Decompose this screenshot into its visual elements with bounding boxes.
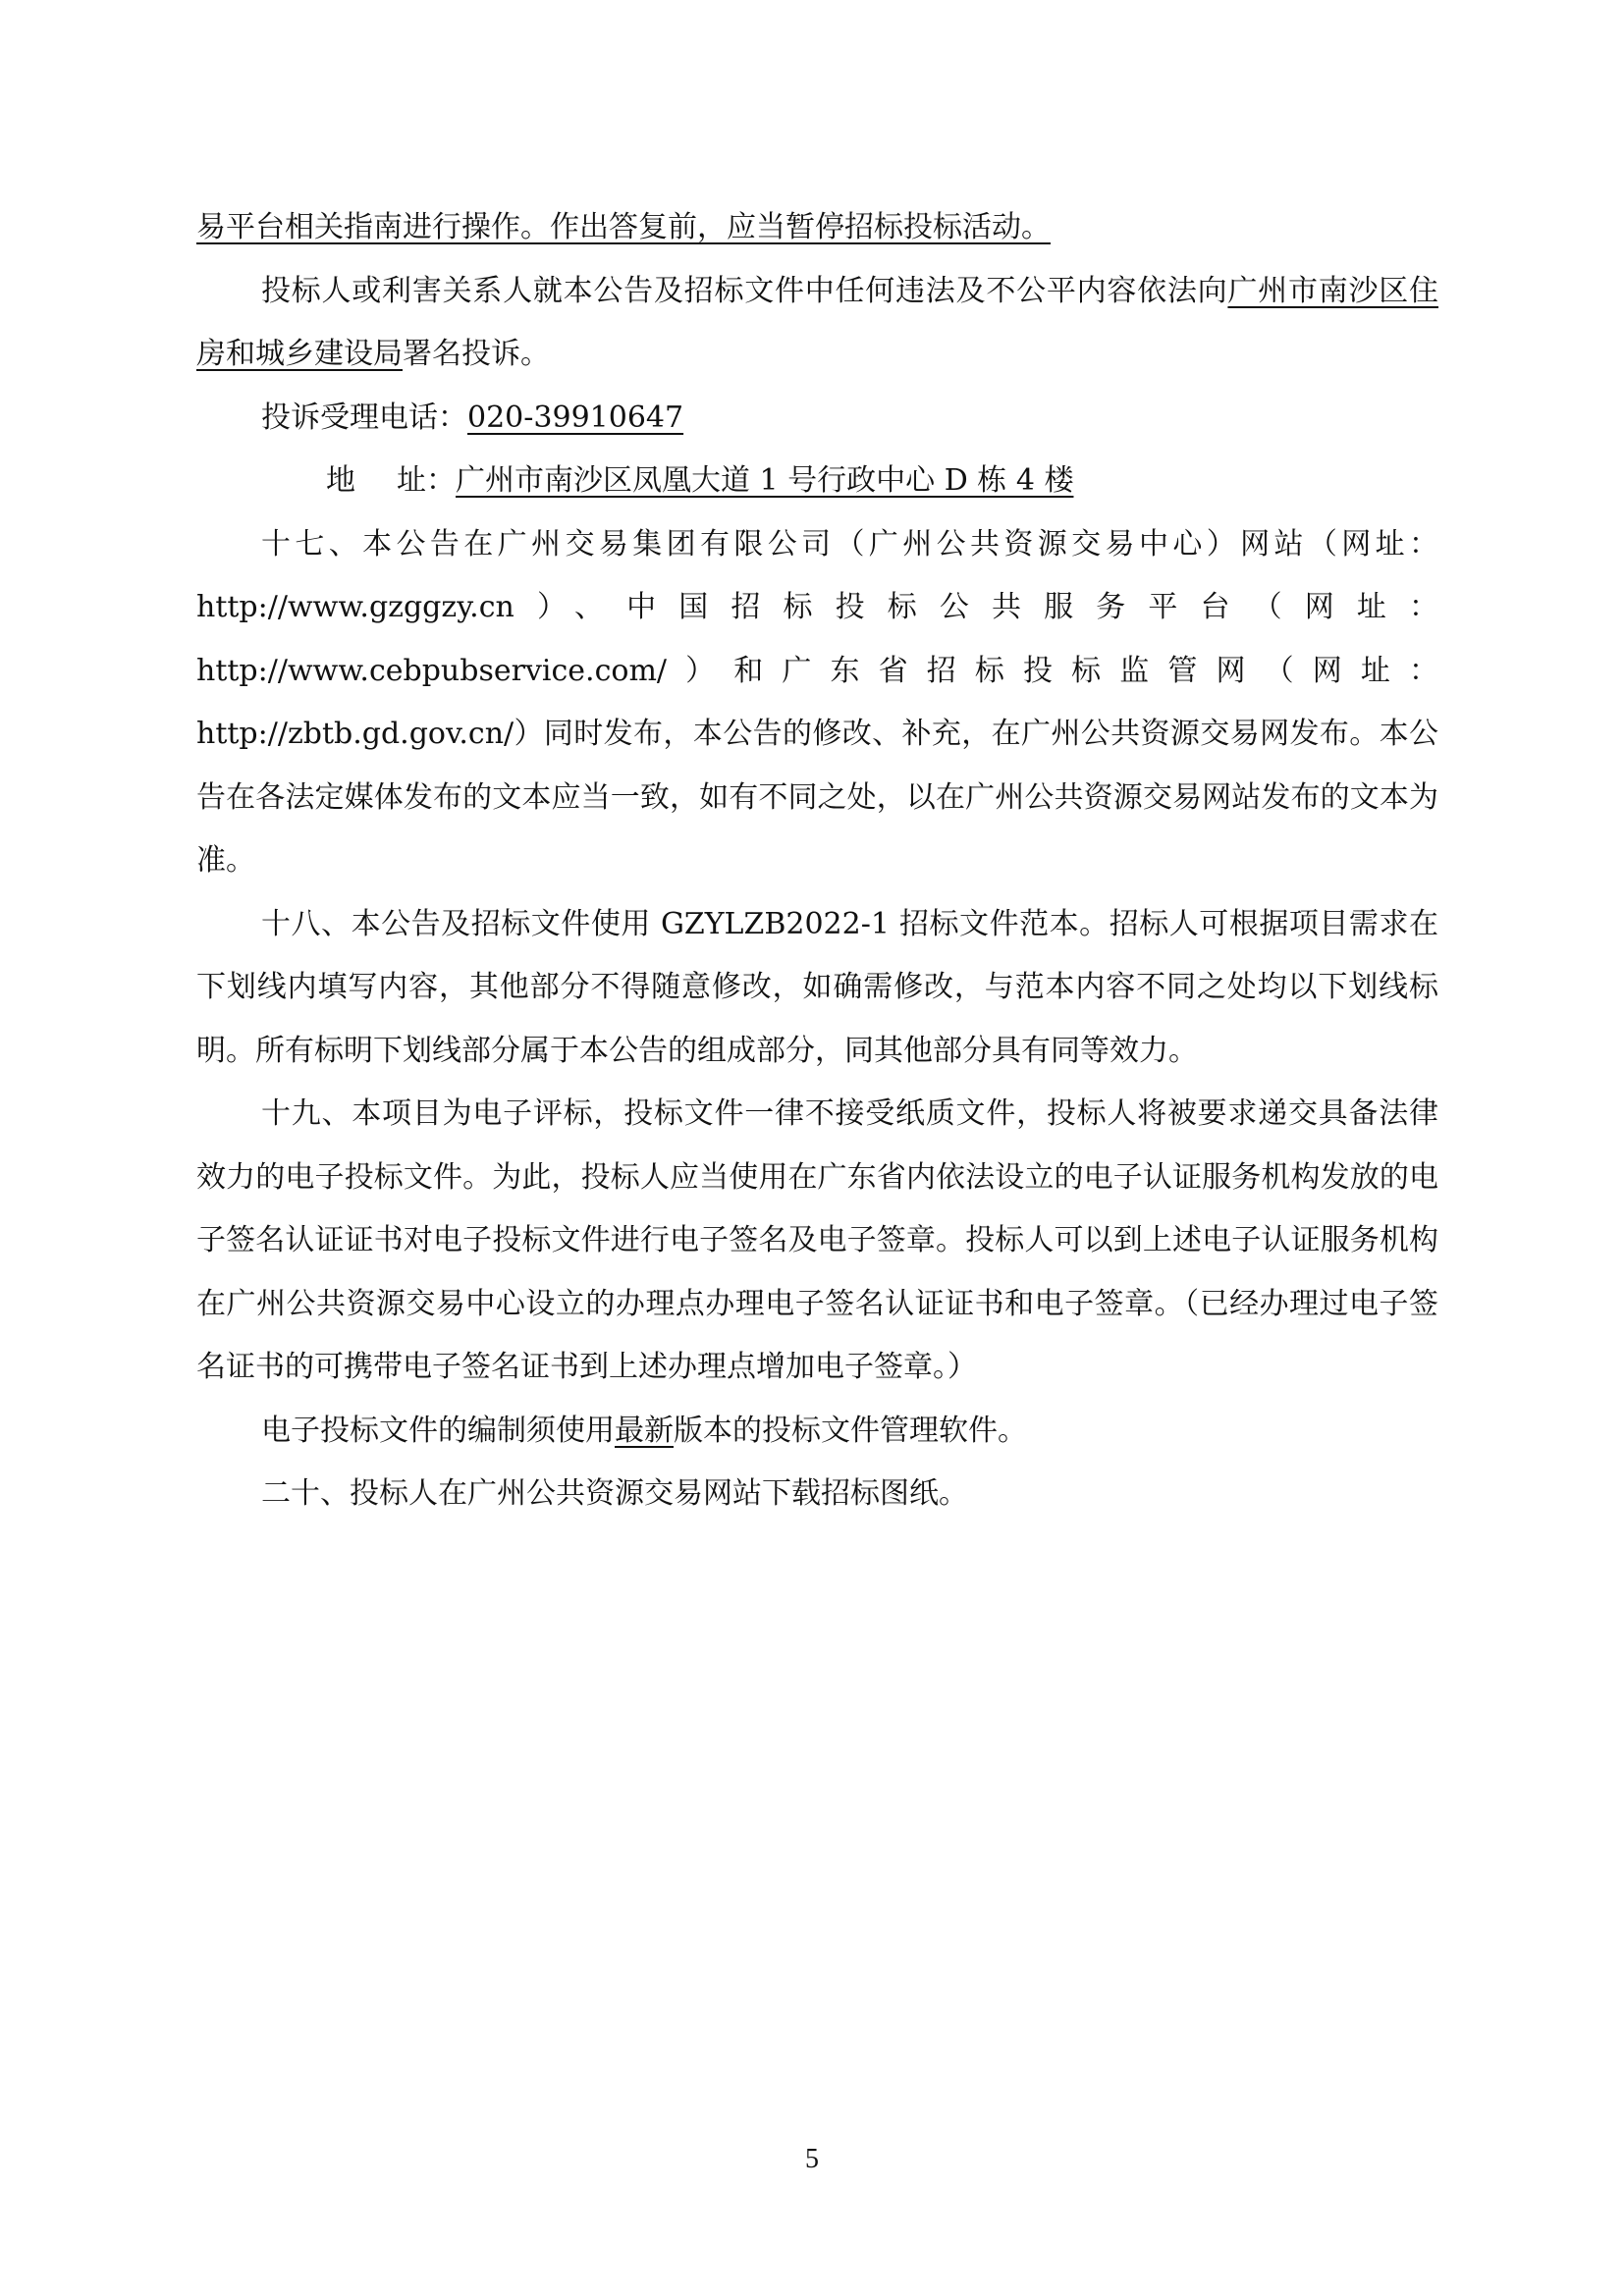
paragraph-19: 十九、本项目为电子评标，投标文件一律不接受纸质文件，投标人将被要求递交具备法律效力的电子投标文件。为此，投标人应当使用在广东省内依法设立的电子认证服务机构发放的电子签名认证证书对电子投标文件进行电子签名及电子签章。投标人可以到上述电子认证服务机构在广州公共资源交易中心设立的办理点办理电子签名认证证书和电子签章。（已经办理过电子签名证书的可携带电子签名证书到上述办理点增加电子签章。） bbox=[196, 1096, 1438, 1384]
latest-version-text: 最新 bbox=[615, 1413, 674, 1448]
paragraph-complaint bbox=[196, 260, 1438, 387]
phone-number: 020-39910647 bbox=[467, 400, 684, 435]
paragraph-text: 版本的投标文件管理软件。 bbox=[674, 1413, 1027, 1448]
paragraph-20: 二十、投标人在广州公共资源交易网站下载招标图纸。 bbox=[261, 1476, 968, 1511]
address-label: 地址 bbox=[326, 463, 426, 498]
complaint-authority: 广州市南沙区住房和城乡建设局 bbox=[196, 273, 1439, 371]
paragraph-address bbox=[196, 450, 1438, 513]
address-value: 广州市南沙区凤凰大道 1 号行政中心 D 栋 4 楼 bbox=[456, 463, 1074, 498]
paragraph-text: 投标人或利害关系人就本公告及招标文件中任何违法及不公平内容依法向 bbox=[261, 273, 1228, 308]
paragraph-text: 电子投标文件的编制须使用 bbox=[261, 1413, 615, 1448]
page-number: 5 bbox=[805, 2144, 819, 2174]
document-body bbox=[196, 196, 1438, 1526]
paragraph-continuation bbox=[196, 196, 1438, 260]
paragraph-text: 署名投诉。 bbox=[403, 337, 550, 371]
paragraph-17: 十七、本公告在广州交易集团有限公司（广州公共资源交易中心）网站（网址：http://www.gzggzy.cn）、中国招标投标公共服务平台（网址：http://www.cebpubservice.com/）和广东省招标投标监管网（网址：http://zbtb.gd.gov.cn/）同时发布，本公告的修改、补充，在广州公共资源交易网发布。本公告在各法定媒体发布的文本应当一致，如有不同之处，以在广州公共资源交易网站发布的文本为准。 bbox=[196, 526, 1438, 878]
underlined-text: 易平台相关指南进行操作。作出答复前，应当暂停招标投标活动。 bbox=[196, 210, 1051, 244]
phone-label: 投诉受理电话： bbox=[261, 400, 467, 435]
paragraph-phone bbox=[196, 387, 1438, 451]
address-colon: ： bbox=[426, 463, 456, 498]
paragraph-18: 十八、本公告及招标文件使用 GZYLZB2022-1 招标文件范本。招标人可根据项目需求在下划线内填写内容，其他部分不得随意修改，如确需修改，与范本内容不同之处均以下划线标明。所有标明下划线部分属于本公告的组成部分，同其他部分具有同等效力。 bbox=[196, 906, 1438, 1068]
paragraph-software bbox=[196, 1400, 1438, 1464]
